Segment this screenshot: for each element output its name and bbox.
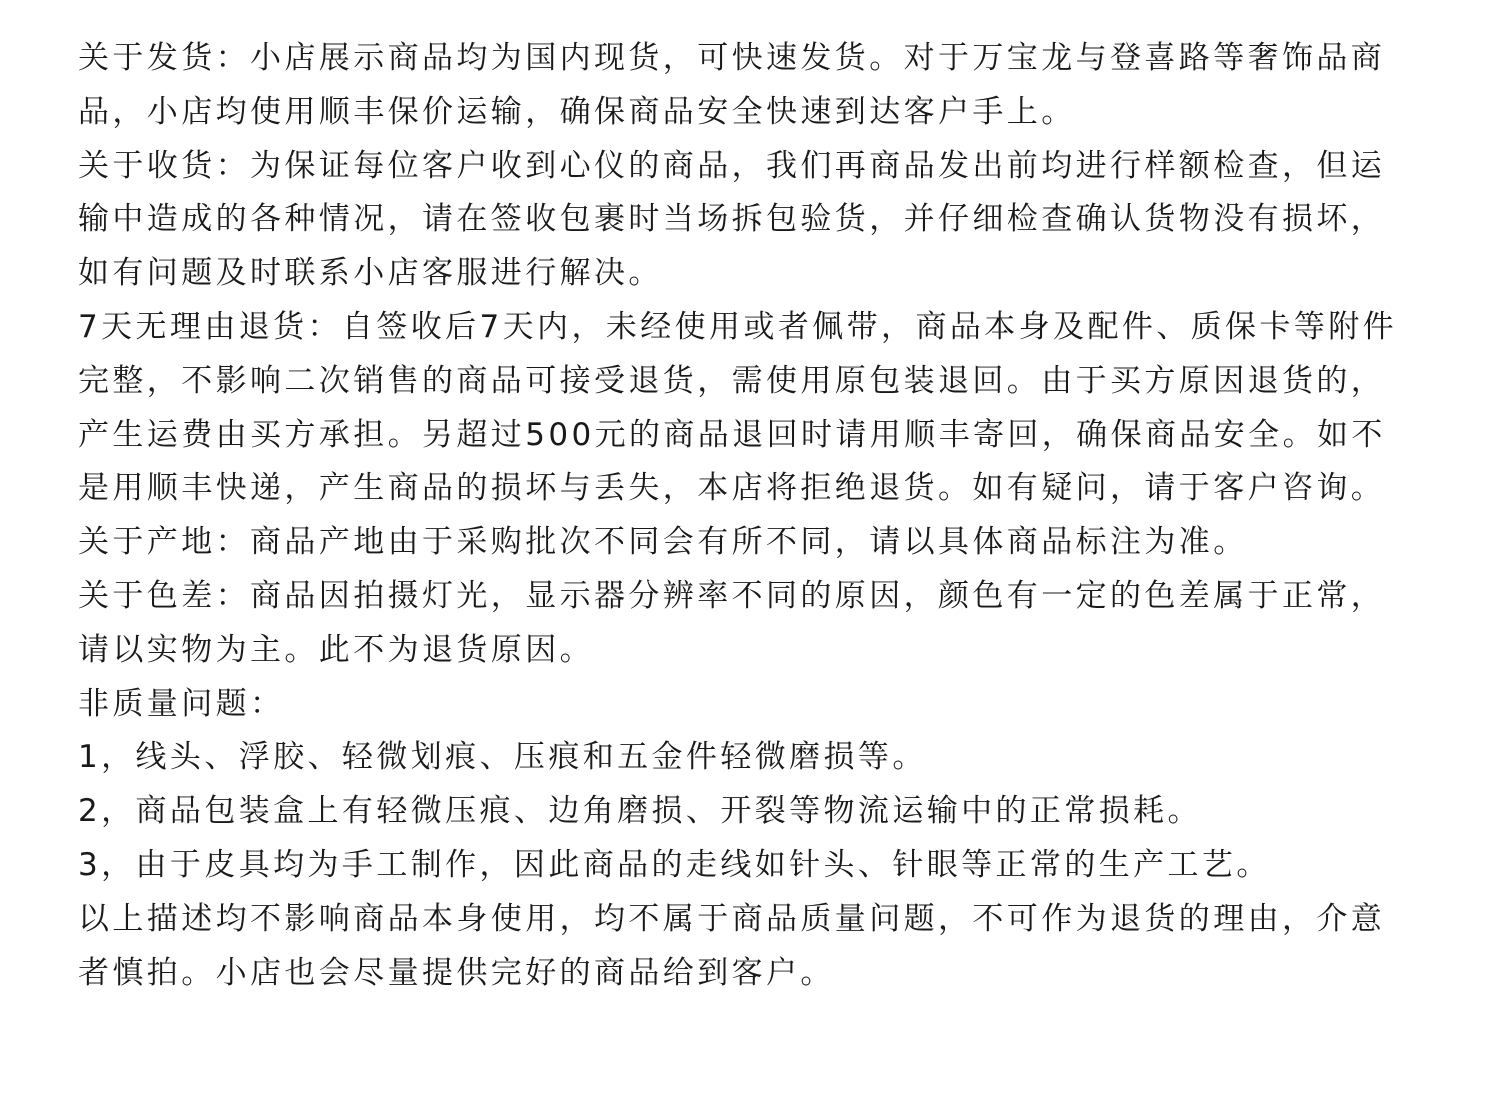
color-difference-paragraph: 关于色差：商品因拍摄灯光，显示器分辨率不同的原因，颜色有一定的色差属于正常，请以实物为主。此不为退货原因。	[78, 577, 1386, 668]
shipping-policy-paragraph: 关于发货：小店展示商品均为国内现货，可快速发货。对于万宝龙与登喜路等奢饰品商品，小店均使用顺丰保价运输，确保商品安全快速到达客户手上。	[78, 40, 1386, 130]
return-policy-paragraph: 7天无理由退货：自签收后7天内，未经使用或者佩带，商品本身及配件、质保卡等附件完整，不影响二次销售的商品可接受退货，需使用原包装退回。由于买方原因退货的，产生运费由买方承担。另超过500元的商品退回时请用顺丰寄回，确保商品安全。如不是用顺丰快递，产生商品的损坏与丢失，本店将拒绝退货。如有疑问，请于客户咨询。	[78, 308, 1398, 507]
non-quality-issues-heading: 非质量问题：	[78, 685, 285, 722]
closing-statement-paragraph: 以上描述均不影响商品本身使用，均不属于商品质量问题，不可作为退货的理由，介意者慎拍。小店也会尽量提供完好的商品给到客户。	[78, 900, 1386, 991]
non-quality-item-3: 3，由于皮具均为手工制作，因此商品的走线如针头、针眼等正常的生产工艺。	[78, 846, 1271, 883]
non-quality-item-2: 2，商品包装盒上有轻微压痕、边角磨损、开裂等物流运输中的正常损耗。	[78, 793, 1202, 830]
non-quality-item-1: 1，线头、浮胶、轻微划痕、压痕和五金件轻微磨损等。	[78, 739, 927, 776]
policy-document	[78, 32, 1408, 1000]
receiving-policy-paragraph: 关于收货：为保证每位客户收到心仪的商品，我们再商品发出前均进行样额检查，但运输中造成的各种情况，请在签收包裹时当场拆包验货，并仔细检查确认货物没有损坏，如有问题及时联系小店客服进行解决。	[78, 147, 1386, 292]
origin-policy-paragraph: 关于产地：商品产地由于采购批次不同会有所不同，请以具体商品标注为准。	[78, 524, 1248, 561]
